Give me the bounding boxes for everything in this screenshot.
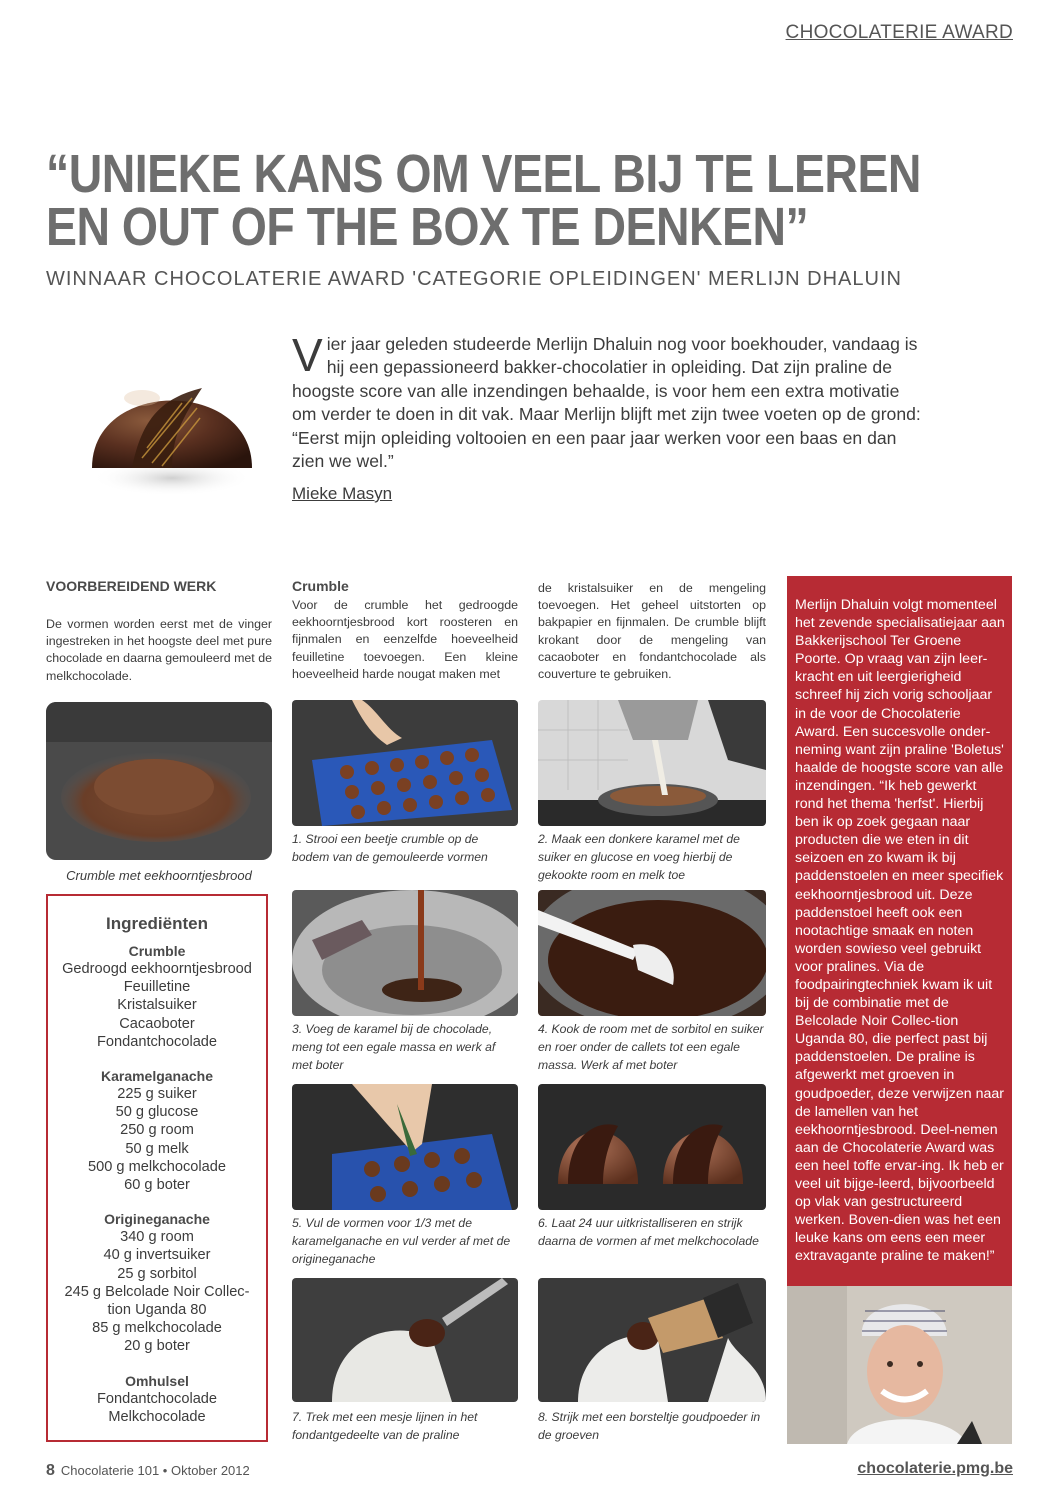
ingredient-item: Fondantchocolade [96,1390,218,1407]
ingredient-item: 85 g melkchocolade [92,1320,222,1337]
step-8-photo [538,1278,766,1402]
ingredient-item: 245 g Belcolade Noir Collec- [64,1283,250,1300]
author-byline[interactable]: Mieke Masyn [292,484,393,503]
ingredient-item: 500 g melkchocolade [88,1158,226,1175]
step-1-caption: 1. Strooi een beetje crumble op de bodem van de gemouleerde vormen [292,832,488,864]
ingredient-group-karamelganache [48,1067,266,1194]
ingredients-box [46,894,268,1442]
ingredient-group-title: Omhulsel [125,1372,189,1389]
ingredient-item: 25 g sorbitol [117,1265,197,1282]
step-4-photo [538,890,766,1016]
ingredient-item: Gedroogd eekhoorntjesbrood [62,961,252,977]
ingredient-item: Kristalsuiker [117,997,197,1014]
subheadline: WINNAAR CHOCOLATERIE AWARD 'CATEGORIE OPLEIDINGEN' MERLIJN DHALUIN [46,268,902,290]
crumble-heading: Crumble [292,578,349,594]
ingredient-item: 20 g boter [124,1338,190,1355]
step-4-caption: 4. Kook de room met de sorbitol en suiker en roer onder de callets tot een egale massa. Werk af met boter [538,1022,764,1072]
crumble-text: Voor de crumble het gedroogde eekhoorntjesbrood kort roosteren en fijnmalen en eenzelfde hoeveelheid feuilletine toevoegen. Een kleine hoeveelheid harde nougat maken met [292,598,518,681]
section-label: CHOCOLATERIE AWARD [785,22,1013,43]
ingredient-item: 225 g suiker [117,1086,197,1103]
ingredient-item: Fondantchocolade [96,1033,218,1050]
ingredient-item: 340 g room [120,1229,194,1246]
prep-heading: VOORBEREIDEND WERK [46,578,217,594]
crumble-photo-caption: Crumble met eekhoorntjesbrood [66,868,252,883]
step-5-photo [292,1084,518,1210]
drop-cap: V [292,329,323,381]
ingredient-group-title: Karamelganache [100,1068,214,1085]
ingredient-item: Melkchocolade [108,1408,206,1425]
footer-folio [46,1462,250,1480]
headline-line-2: EN OUT OF THE BOX TE DENKEN” [46,197,809,257]
page-number: 8 [46,1462,55,1479]
headline [46,144,921,257]
sidebar-quote-box [787,576,1012,1286]
prep-text: De vormen worden eerst met de vinger ingestreken in het hoogste deel met pure chocolade en daarna gemouleerd met de melkchocolade. [46,617,272,683]
ingredients-title: Ingrediënten [105,914,208,933]
praline-photo [72,318,272,518]
ingredient-group-omhulsel [48,1372,266,1426]
issue-label: Chocolaterie 101 • Oktober 2012 [60,1463,250,1478]
website-link[interactable]: chocolaterie.pmg.be [857,1460,1013,1477]
ingredient-item: 250 g room [120,1122,194,1139]
step-5-caption: 5. Vul de vormen voor 1/3 met de karamelganache en vul verder af met de origineganache [292,1216,511,1266]
sidebar-text: Merlijn Dhaluin volgt momenteel het zevende specialisatiejaar aan Bakkerijschool Ter Groene Poorte. Op vraag van zijn leer-kracht en uit leergierigheid schreef hij zich vorig schooljaar in de voor de Chocolaterie Award. Een succesvolle onder-neming want zijn praline 'Boletus' haalde de hoogste score van alle inzendingen. “Ik heb gewerkt rond het thema 'herfst'. Hierbij ben ik op zoek gegaan naar producten die we eten in dit seizoen en zo kwam ik bij paddenstoelen en meer specifiek eekhoorntjesbrood uit. Deze paddenstoel heeft ook een nootachtige smaak en noten worden sowieso veel gebruikt voor pralines. Via de foodpairingtechniek kwam ik uit bij de combinatie met de Belcolade Noir Collec-tion Uganda 80, die perfect past bij paddenstoelen. De praline is afgewerkt met groeven in goudpoeder, deze verwijzen naar de lamellen van het eekhoorntjesbrood. Deel-nemen aan de Chocolaterie Award was een heel toffe ervar-ing. Ik heb er veel uit bijge-leerd, bijvoorbeeld op vlak van gestructureerd werken. Boven-dien was het een leuke kans om eens een meer extravagante praline te maken!” [795,597,1005,1265]
step-6-photo [538,1084,766,1210]
intro-text: ier jaar geleden studeerde Merlijn Dhaluin nog voor boekhouder, vandaag is hij een gepassioneerd bakker-chocolatier in opleiding. Dat zijn praline de hoogste score van alle inzendingen behaalde, is voor hem een extra motivatie om verder te doen in dit vak. Maar Merlijn blijft met zijn twee voeten op de grond: “Eerst mijn opleiding voltooien en een paar jaar werken voor een baas en dan zien we wel.” [292,334,921,472]
ingredient-group-origineganache [48,1210,266,1355]
crumble-photo [46,702,272,860]
ingredient-group-title: Crumble [128,943,186,959]
ingredient-item: 40 g invertsuiker [103,1247,211,1264]
ingredient-item: Cacaoboter [119,1015,195,1032]
ingredient-item: 60 g boter [124,1177,190,1194]
portrait-photo [787,1286,1012,1444]
crumble-text-continued: de kristalsuiker en de mengeling toevoegen. Het geheel uitstorten op bakpapier en fijnmalen. De crumble blijft krokant door de mengeling van cacaoboter en fondantchocolade als couverture te gebruiken. [538,581,766,682]
step-2-caption: 2. Maak een donkere karamel met de suiker en glucose en voeg hierbij de gekookte room en melk toe [538,832,740,882]
headline-line-1: “UNIEKE KANS OM VEEL BIJ TE LEREN [46,144,921,204]
step-7-caption: 7. Trek met een mesje lijnen in het fondantgedeelte van de praline [292,1410,478,1442]
step-2-photo [538,700,766,826]
step-6-caption: 6. Laat 24 uur uitkristalliseren en strijk daarna de vormen af met melkchocolade [538,1216,759,1248]
step-8-caption: 8. Strijk met een borsteltje goudpoeder in de groeven [538,1410,761,1442]
ingredient-item: tion Uganda 80 [107,1302,207,1319]
step-1-photo [292,700,518,826]
ingredient-item: 50 g glucose [115,1104,199,1121]
ingredient-item: 50 g melk [125,1140,189,1157]
ingredient-group-crumble [48,942,266,1051]
step-7-photo [292,1278,518,1402]
intro-paragraph [292,329,922,473]
ingredient-group-title: Origineganache [104,1211,210,1228]
ingredient-item: Feuilletine [123,979,191,996]
step-3-photo [292,890,518,1016]
step-3-caption: 3. Voeg de karamel bij de chocolade, meng tot een egale massa en werk af met boter [292,1022,496,1072]
